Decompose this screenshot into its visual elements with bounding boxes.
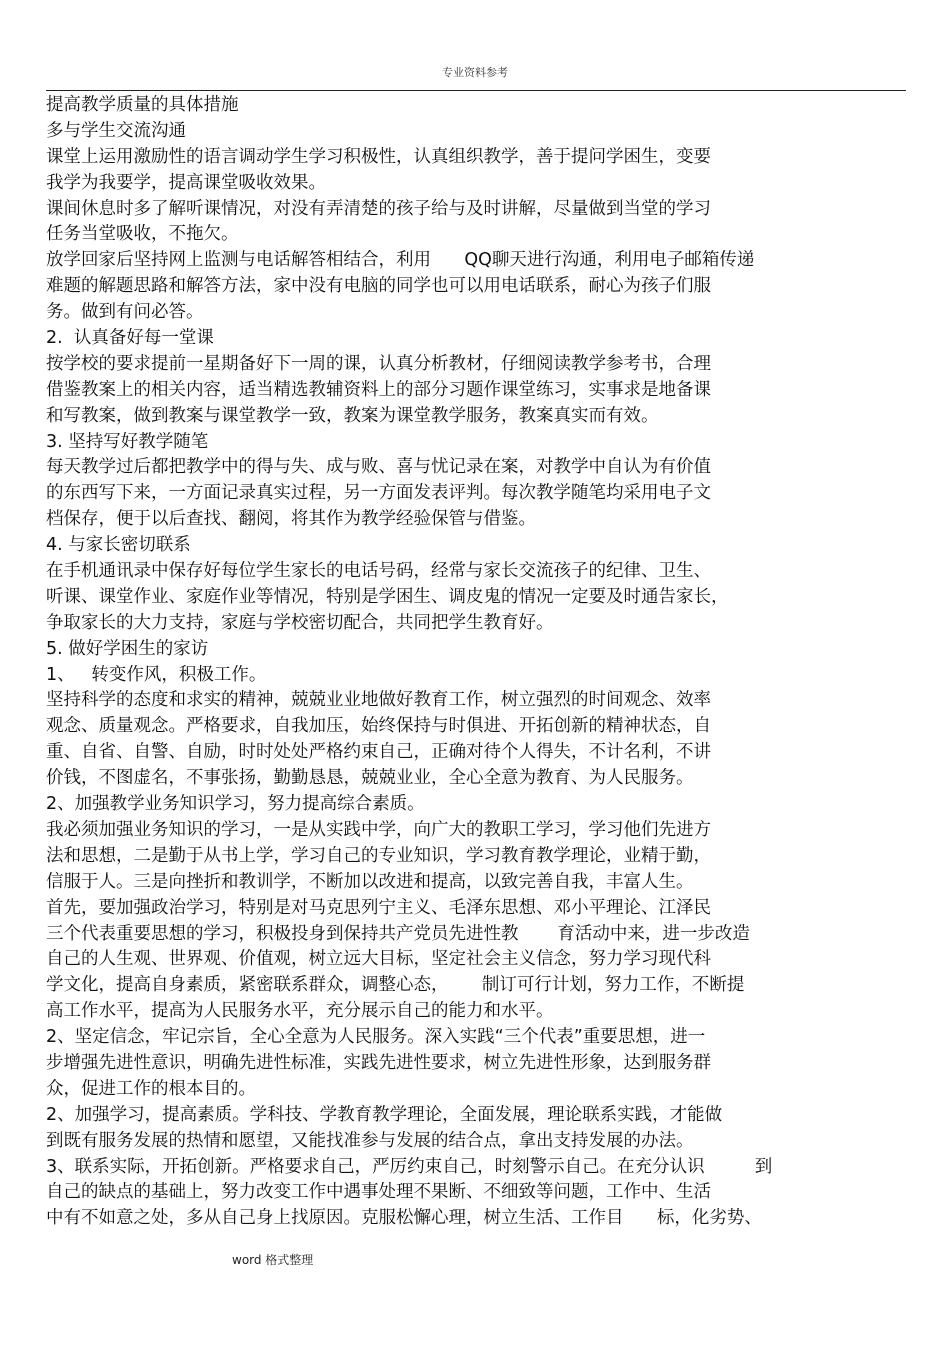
text-line: 高工作水平，提高为人民服务水平，充分展示自己的能力和水平。 [46,1001,554,1022]
text-line: 到既有服务发展的热情和愿望，又能找准参与发展的结合点，拿出支持发展的办法。 [46,1130,694,1151]
text-line: 我必须加强业务知识的学习，一是从实践中学，向广大的教职工学习，学习他们先进方 [46,819,711,840]
text-line: 我学为我要学，提高课堂吸收效果。 [46,172,326,193]
text-line: 每天教学过后都把教学中的得与失、成与败、喜与忧记录在案，对教学中自认为有价值 [46,457,711,478]
text-line: 三个代表重要思想的学习，积极投身到保持共产党员先进性教 育活动中来，进一步改造 [46,923,750,944]
text-line: 课间休息时多了解听课情况，对没有弄清楚的孩子给与及时讲解，尽量做到当堂的学习 [46,198,711,219]
text-line: 在手机通讯录中保存好每位学生家长的电话号码，经常与家长交流孩子的纪律、卫生、 [46,561,711,582]
text-line: 3. 坚持写好教学随笔 [46,431,209,452]
text-line: 1、 转变作风，积极工作。 [46,664,267,685]
text-line: 放学回家后坚持网上监测与电话解答相结合，利用 QQ聊天进行沟通，利用电子邮箱传递 [46,250,755,271]
text-line: 听课、课堂作业、家庭作业等情况，特别是学困生、调皮鬼的情况一定要及时通告家长， [46,586,729,607]
text-line: 步增强先进性意识，明确先进性标准，实践先进性要求，树立先进性形象，达到服务群 [46,1052,711,1073]
text-line: 2. 认真备好每一堂课 [46,328,214,349]
text-line: 2、坚定信念，牢记宗旨，全心全意为人民服务。深入实践“三个代表”重要思想，进一 [46,1027,706,1048]
header-divider [46,90,906,91]
text-line: 务。做到有问必答。 [46,302,204,323]
text-line: 自己的缺点的基础上，努力改变工作中遇事处理不果断、不细致等问题，工作中、生活 [46,1182,711,1203]
text-line: 自己的人生观、世界观、价值观，树立远大目标，坚定社会主义信念，努力学习现代科 [46,949,711,970]
text-line: 2、加强学习，提高素质。学科技、学教育教学理论，全面发展，理论联系实践，才能做 [46,1104,723,1125]
document-title: 提高教学质量的具体措施 [46,95,239,115]
text-line: 信服于人。三是向挫折和教训学，不断加以改进和提高，以致完善自我，丰富人生。 [46,871,694,892]
document-body [46,93,906,1232]
text-line: 和写教案，做到教案与课堂教学一致，教案为课堂教学服务，教案真实而有效。 [46,405,659,426]
text-line: 首先，要加强政治学习，特别是对马克思列宁主义、毛泽东思想、邓小平理论、江泽民 [46,897,711,918]
text-line: 众，促进工作的根本目的。 [46,1078,256,1099]
text-line: 争取家长的大力支持，家庭与学校密切配合，共同把学生教育好。 [46,612,554,633]
text-line: 任务当堂吸收，不拖欠。 [46,224,239,245]
text-line: 2、加强教学业务知识学习，努力提高综合素质。 [46,794,425,815]
text-line: 按学校的要求提前一星期备好下一周的课，认真分析教材，仔细阅读教学参考书，合理 [46,353,711,374]
text-line: 重、自省、自警、自励，时时处处严格约束自己，正确对待个人得失，不计名利，不讲 [46,742,711,763]
text-line: 多与学生交流沟通 [46,120,186,141]
text-line: 课堂上运用激励性的语言调动学生学习积极性，认真组织教学，善于提问学困生，变要 [46,146,711,167]
text-line: 观念、质量观念。严格要求，自我加压，始终保持与时俱进、开拓创新的精神状态，自 [46,716,711,737]
text-line: 3、联系实际，开拓创新。严格要求自己，严厉约束自己，时刻警示自己。在充分认识 到 [46,1156,773,1177]
text-line: 价钱，不图虚名，不事张扬，勤勤恳恳，兢兢业业，全心全意为教育、为人民服务。 [46,768,694,789]
text-line: 中有不如意之处，多从自己身上找原因。克服松懈心理，树立生活、工作目 标，化劣势、 [46,1208,762,1229]
page-header: 专业资料参考 [442,66,508,79]
text-line: 4. 与家长密切联系 [46,535,191,556]
text-line: 坚持科学的态度和求实的精神，兢兢业业地做好教育工作，树立强烈的时间观念、效率 [46,690,711,711]
text-line: 学文化，提高自身素质，紧密联系群众，调整心态， 制订可行计划，努力工作，不断提 [46,975,745,996]
text-line: 的东西写下来，一方面记录真实过程，另一方面发表评判。每次教学随笔均采用电子文 [46,483,711,504]
text-line: 难题的解题思路和解答方法，家中没有电脑的同学也可以用电话联系，耐心为孩子们服 [46,276,711,297]
page-footer: word 格式整理 [232,1253,314,1267]
text-line: 法和思想，二是勤于从书上学，学习自己的专业知识，学习教育教学理论，业精于勤， [46,845,711,866]
text-line: 5. 做好学困生的家访 [46,638,209,659]
text-line: 档保存，便于以后查找、翻阅，将其作为教学经验保管与借鉴。 [46,509,536,530]
text-line: 借鉴教案上的相关内容，适当精选教辅资料上的部分习题作课堂练习，实事求是地备课 [46,379,711,400]
